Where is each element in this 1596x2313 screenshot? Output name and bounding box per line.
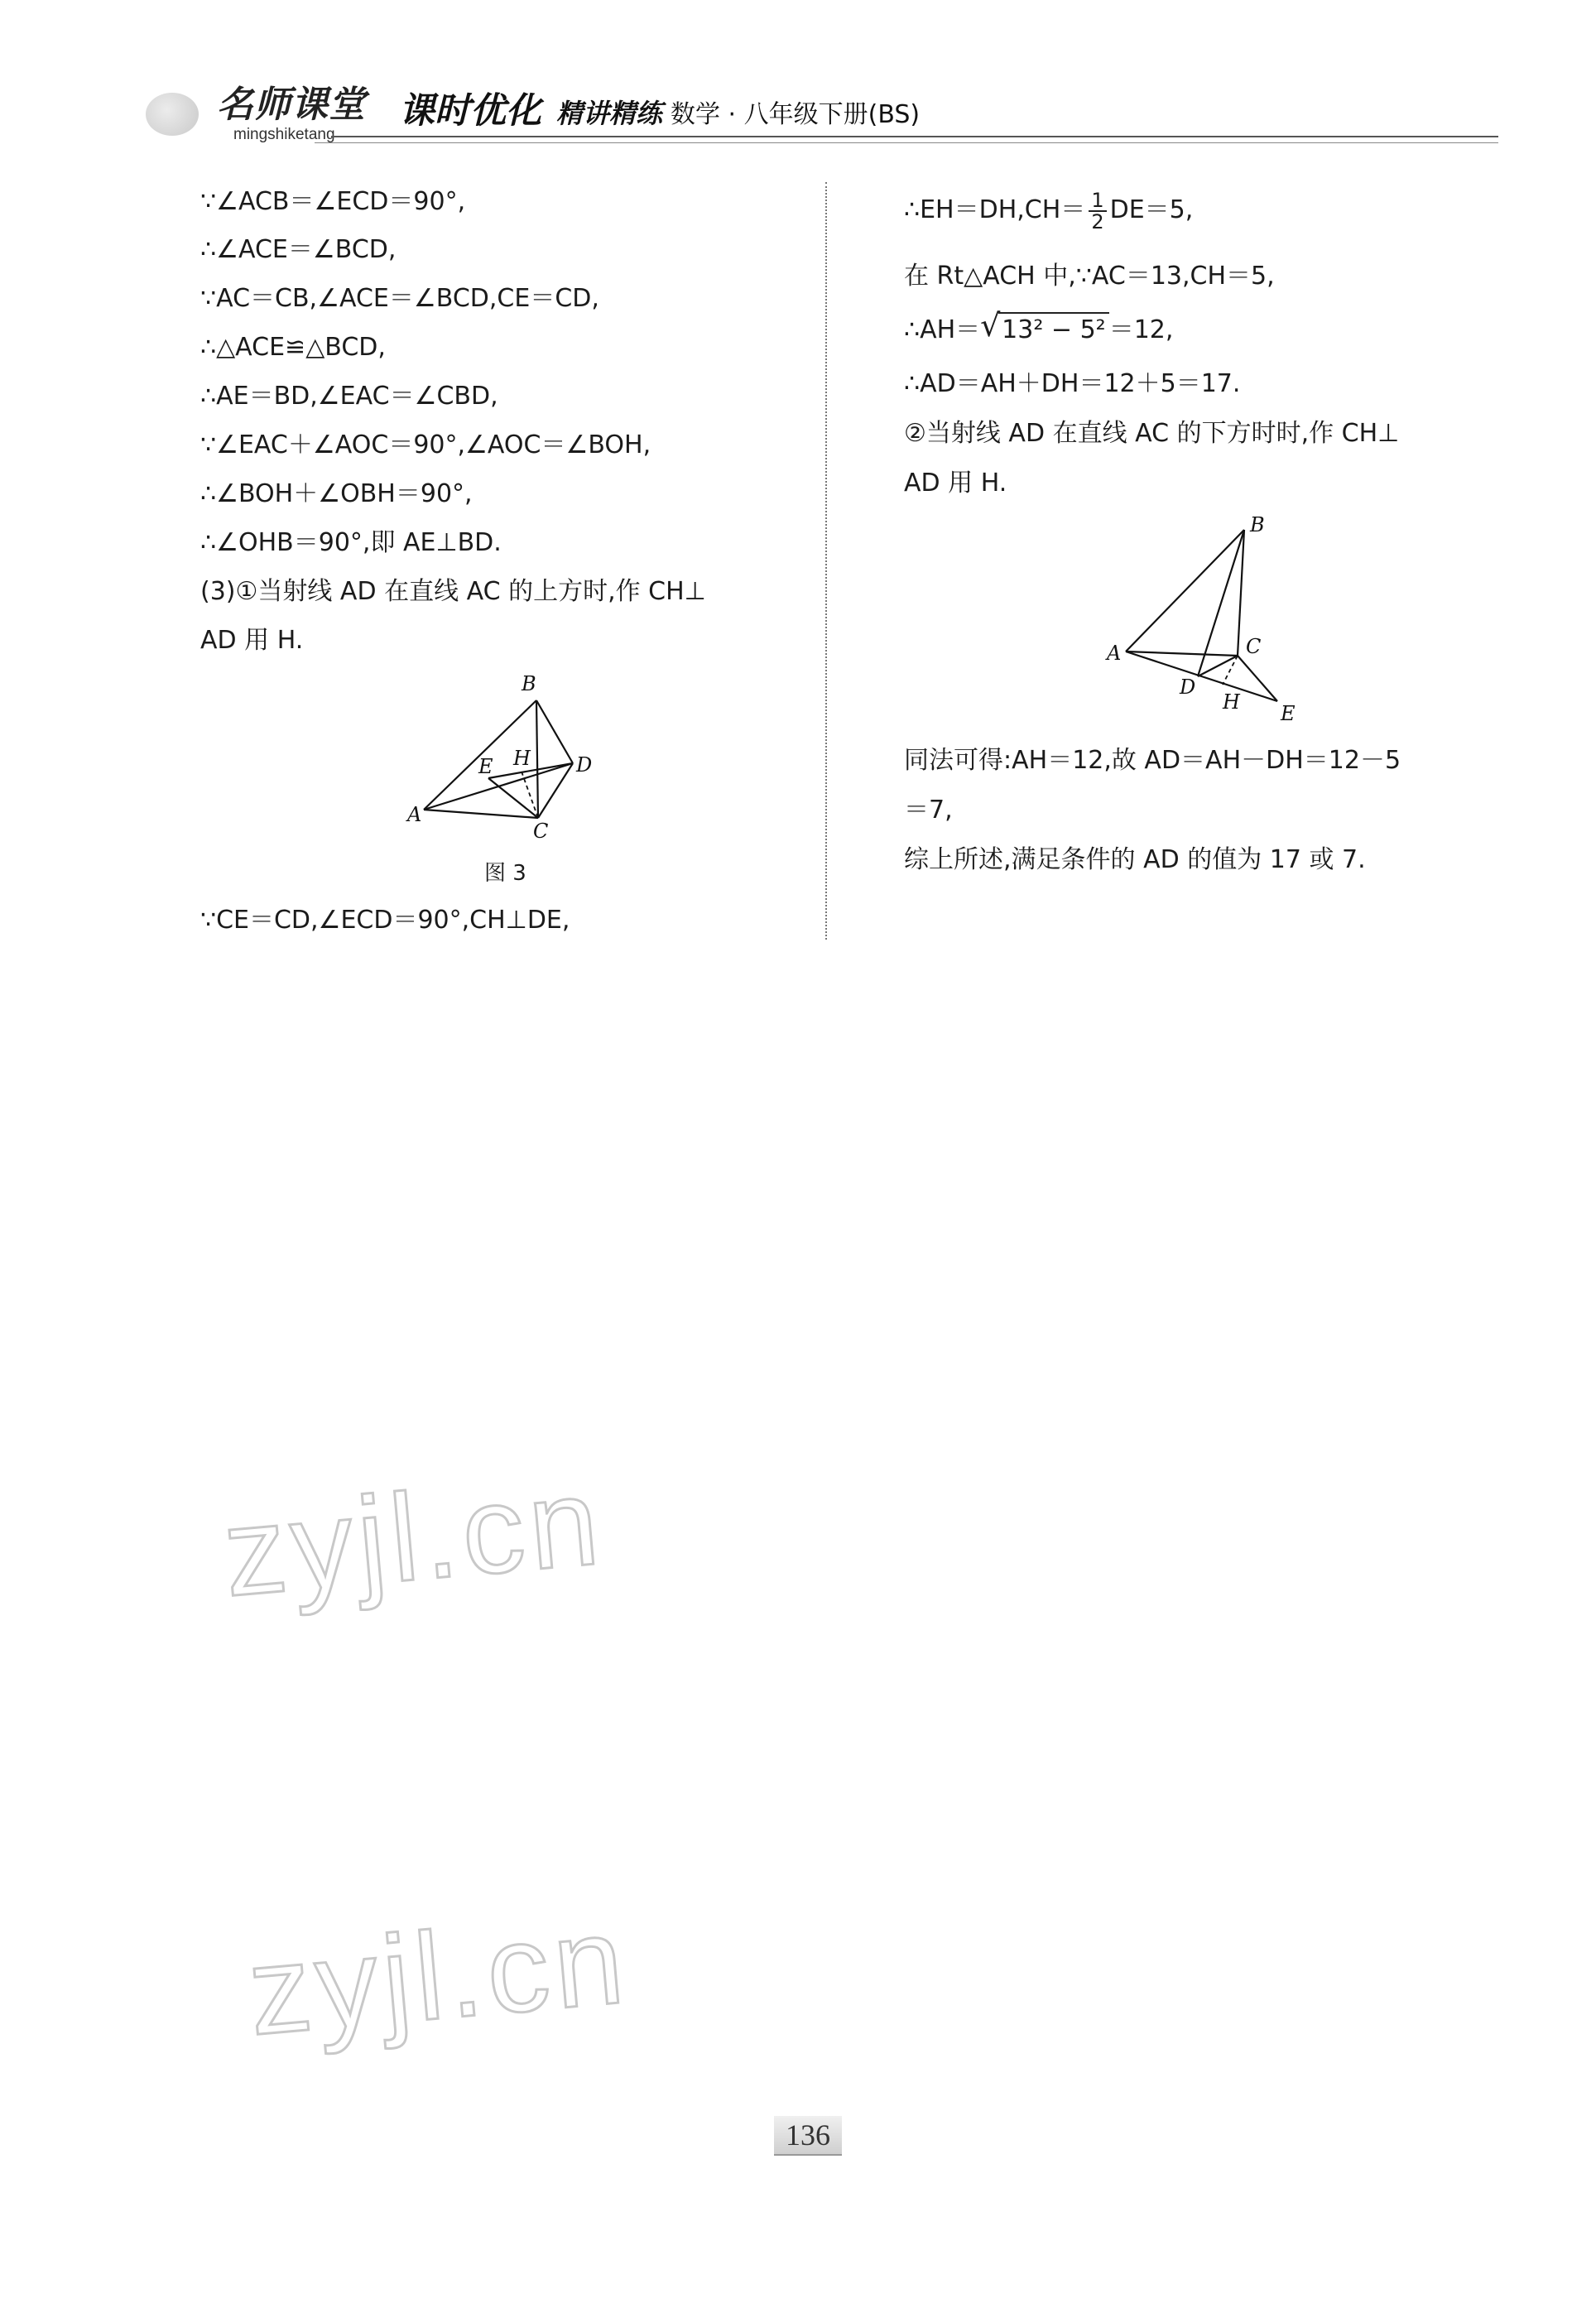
label-D: D (1180, 676, 1196, 699)
segment-DC (538, 763, 573, 818)
radical-sign-icon: √ (980, 307, 1001, 344)
proof-line: ∵∠ACB＝∠ECD＝90°, (200, 187, 466, 216)
figure-4-diagram (1097, 507, 1312, 730)
label-D: D (576, 753, 593, 777)
proof-line: ∴AE＝BD,∠EAC＝∠CBD, (200, 382, 498, 411)
solution-line (904, 186, 1193, 234)
segment-EC (488, 778, 538, 818)
watermark: zyjl.cn (218, 1450, 609, 1623)
column-divider (825, 182, 827, 940)
segment-AC (1126, 652, 1238, 656)
eq3-suffix: ＝12, (1108, 315, 1174, 344)
series-title: 课时优化 (399, 90, 541, 132)
brand-logo (141, 73, 389, 146)
watermark: zyjl.cn (243, 1889, 634, 2061)
label-B: B (522, 672, 536, 695)
header-rule-thin (315, 142, 1498, 143)
label-H: H (1223, 690, 1240, 714)
fraction-one-half (1089, 190, 1106, 232)
solution-line: AD 用 H. (904, 469, 1007, 498)
figure-3-diagram (397, 662, 613, 840)
figure-caption: 图 3 (484, 861, 526, 886)
header-title (399, 83, 920, 133)
series-subtitle: 精讲精练 (556, 98, 663, 129)
proof-line: ∵CE＝CD,∠ECD＝90°,CH⊥DE, (200, 906, 570, 935)
page-header (141, 68, 1498, 151)
proof-line: ∴∠ACE＝∠BCD, (200, 235, 397, 264)
proof-line: ∵∠EAC＋∠AOC＝90°,∠AOC＝∠BOH, (200, 430, 651, 459)
segment-AC (424, 810, 538, 818)
segment-AB (1126, 530, 1244, 652)
segment-BC (536, 700, 538, 818)
square-root (980, 306, 1109, 354)
eq3-prefix: ∴AH＝ (904, 315, 981, 344)
proof-line: ∴∠OHB＝90°,即 AE⊥BD. (200, 528, 502, 557)
logo-title: 名师课堂 (217, 84, 366, 126)
label-B: B (1250, 513, 1265, 536)
page-number: 136 (774, 2116, 842, 2156)
header-rule (331, 136, 1498, 137)
fraction-denominator: 2 (1091, 209, 1104, 233)
label-A: A (407, 803, 422, 826)
proof-line: ∵AC＝CB,∠ACE＝∠BCD,CE＝CD, (200, 284, 599, 313)
label-C: C (1246, 635, 1262, 658)
eq1-prefix: ∴EH＝DH,CH＝ (904, 195, 1086, 224)
eq1-suffix: DE＝5, (1109, 195, 1194, 224)
fraction-numerator: 1 (1089, 190, 1106, 212)
subject-label: 数学 · 八年级下册(BS) (671, 100, 921, 129)
solution-line: ②当射线 AD 在直线 AC 的下方时时,作 CH⊥ (904, 419, 1400, 448)
proof-line: ∴△ACE≌△BCD, (200, 333, 386, 362)
label-E: E (1281, 702, 1296, 725)
logo-pinyin: mingshiketang (233, 126, 335, 143)
label-C: C (533, 820, 549, 840)
proof-line: AD 用 H. (200, 626, 304, 655)
logo-emblem-icon (146, 93, 199, 136)
solution-line: 在 Rt△ACH 中,∵AC＝13,CH＝5, (904, 262, 1275, 291)
solution-line: ＝7, (904, 796, 953, 825)
segment-BD (536, 700, 573, 763)
label-H: H (513, 747, 531, 770)
solution-line (904, 306, 1173, 354)
label-A: A (1107, 642, 1122, 665)
solution-line: ∴AD＝AH＋DH＝12＋5＝17. (904, 369, 1241, 398)
radicand: 13² − 5² (998, 312, 1109, 347)
solution-line: 综上所述,满足条件的 AD 的值为 17 或 7. (904, 845, 1366, 874)
solution-line: 同法可得:AH＝12,故 AD＝AH－DH＝12－5 (904, 746, 1401, 775)
proof-line: ∴∠BOH＋∠OBH＝90°, (200, 479, 473, 508)
label-E: E (478, 755, 493, 778)
proof-line: (3)①当射线 AD 在直线 AC 的上方时,作 CH⊥ (200, 577, 706, 606)
